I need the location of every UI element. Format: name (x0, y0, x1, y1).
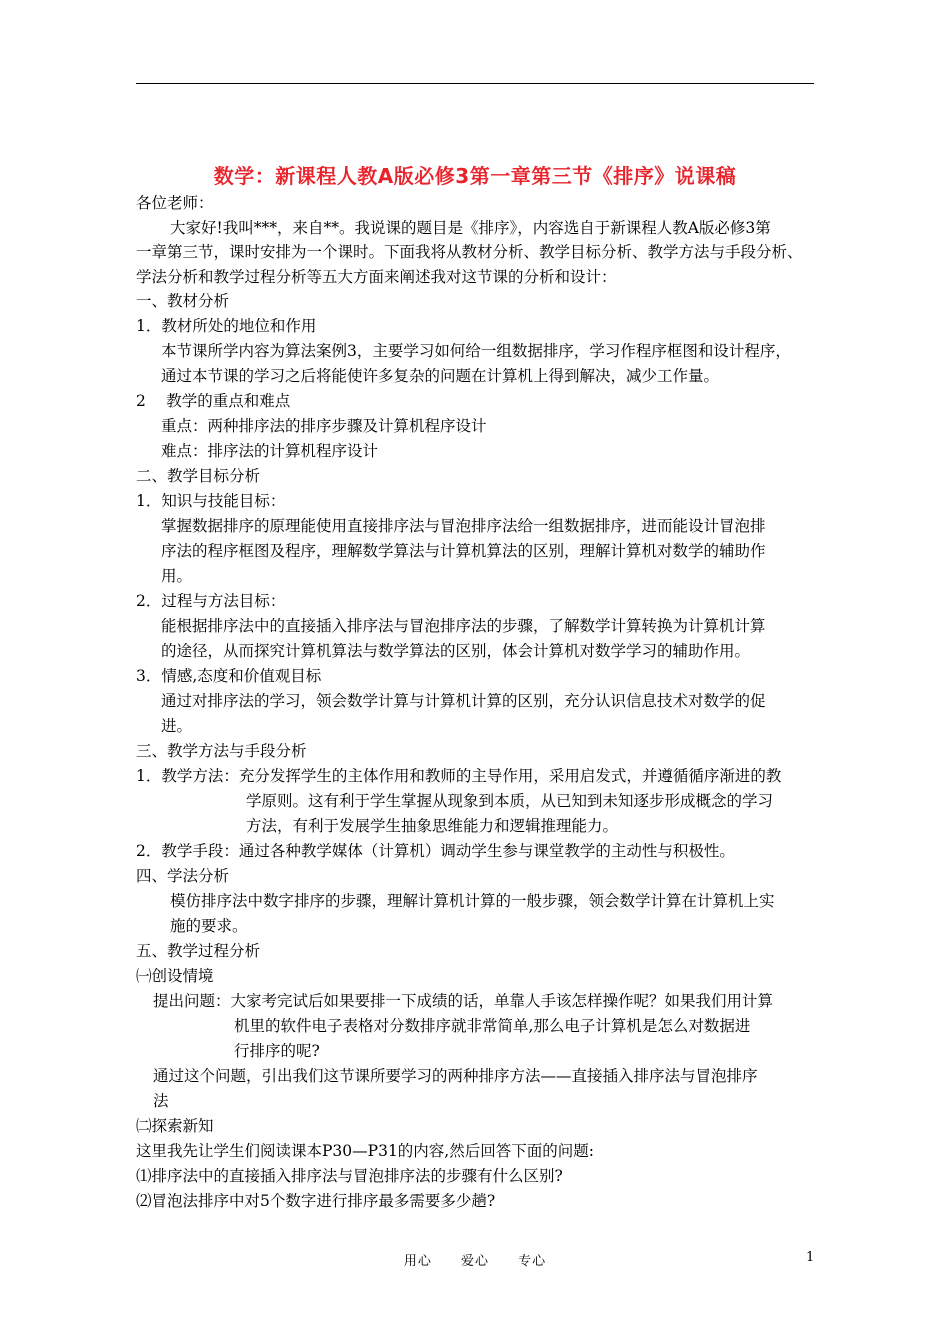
body-line-28: 四、学法分析 (136, 867, 230, 885)
body-line-22: 进。 (161, 717, 193, 735)
body-line-6: 1．教材所处的地位和作用 (136, 317, 317, 335)
body-line-20: 3．情感,态度和价值观目标 (136, 667, 322, 685)
body-line-23: 三、教学方法与手段分析 (136, 742, 307, 760)
body-line-32: ㈠创设情境 (136, 967, 214, 985)
footer-motto-1: 用心 (403, 1254, 432, 1269)
body-line-40: ⑴排序法中的直接插入排序法与冒泡排序法的步骤有什么区别? (136, 1167, 563, 1185)
body-line-35: 行排序的呢? (234, 1042, 320, 1060)
body-line-27: 2．教学手段：通过各种教学媒体（计算机）调动学生参与课堂教学的主动性与积极性。 (136, 842, 735, 860)
body-line-1: 各位老师： (136, 194, 214, 212)
body-line-19: 的途径，从而探究计算机算法与数学算法的区别，体会计算机对数学学习的辅助作用。 (161, 642, 751, 660)
body-line-34: 机里的软件电子表格对分数排序就非常简单,那么电子计算机是怎么对数据进 (234, 1017, 751, 1035)
body-line-30: 施的要求。 (170, 917, 248, 935)
body-line-12: 二、教学目标分析 (136, 467, 261, 485)
body-line-14: 掌握数据排序的原理能使用直接排序法与冒泡排序法给一组数据排序，进而能设计冒泡排 (161, 517, 766, 535)
footer-motto-2: 爱心 (460, 1254, 489, 1269)
body-line-8: 通过本节课的学习之后将能使许多复杂的问题在计算机上得到解决，减少工作量。 (161, 367, 720, 385)
body-line-38: ㈡探索新知 (136, 1117, 214, 1135)
body-line-16: 用。 (161, 567, 193, 585)
body-line-15: 序法的程序框图及程序，理解数学算法与计算机算法的区别，理解计算机对数学的辅助作 (161, 542, 766, 560)
body-line-10: 重点：两种排序法的排序步骤及计算机程序设计 (161, 417, 487, 435)
header-rule (136, 83, 814, 84)
body-line-7: 本节课所学内容为算法案例3，主要学习如何给一组数据排序，学习作程序框图和设计程序， (161, 342, 791, 360)
body-line-31: 五、教学过程分析 (136, 942, 261, 960)
body-line-25: 学原则。这有利于学生掌握从现象到本质，从已知到未知逐步形成概念的学习 (246, 792, 774, 810)
body-line-13: 1．知识与技能目标： (136, 492, 286, 510)
body-line-17: 2．过程与方法目标： (136, 592, 286, 610)
body-line-4: 学法分析和教学过程分析等五大方面来阐述我对这节课的分析和设计： (136, 268, 617, 286)
body-line-39: 这里我先让学生们阅读课本P30—P31的内容,然后回答下面的问题: (136, 1142, 594, 1160)
body-line-3: 一章第三节，课时安排为一个课时。下面我将从教材分析、教学目标分析、教学方法与手段分析、 (136, 243, 803, 261)
page-number: 1 (806, 1250, 815, 1265)
body-line-2: 大家好!我叫***，来自**。我说课的题目是《排序》，内容选自于新课程人教A版必修3第 (170, 219, 771, 237)
document-title: 数学：新课程人教A版必修3第一章第三节《排序》说课稿 (213, 164, 737, 188)
body-line-21: 通过对排序法的学习，领会数学计算与计算机计算的区别，充分认识信息技术对数学的促 (161, 692, 766, 710)
body-line-41: ⑵冒泡法排序中对5个数字进行排序最多需要多少趟? (136, 1192, 496, 1210)
body-line-37: 法 (153, 1092, 169, 1110)
body-line-24: 1．教学方法：充分发挥学生的主体作用和教师的主导作用，采用启发式，并遵循循序渐进的教 (136, 767, 782, 785)
body-line-26: 方法，有利于发展学生抽象思维能力和逻辑推理能力。 (246, 817, 619, 835)
body-line-29: 模仿排序法中数字排序的步骤，理解计算机计算的一般步骤，领会数学计算在计算机上实 (170, 892, 775, 910)
body-line-9: 2 教学的重点和难点 (136, 392, 291, 410)
footer-motto-3: 专心 (518, 1254, 547, 1269)
body-line-33: 提出问题：大家考完试后如果要排一下成绩的话，单靠人手该怎样操作呢？如果我们用计算 (153, 992, 774, 1010)
body-line-36: 通过这个问题，引出我们这节课所要学习的两种排序方法——直接插入排序法与冒泡排序 (153, 1067, 758, 1085)
body-line-11: 难点：排序法的计算机程序设计 (161, 442, 379, 460)
body-line-18: 能根据排序法中的直接插入排序法与冒泡排序法的步骤，了解数学计算转换为计算机计算 (161, 617, 766, 635)
body-line-5: 一、教材分析 (136, 292, 230, 310)
